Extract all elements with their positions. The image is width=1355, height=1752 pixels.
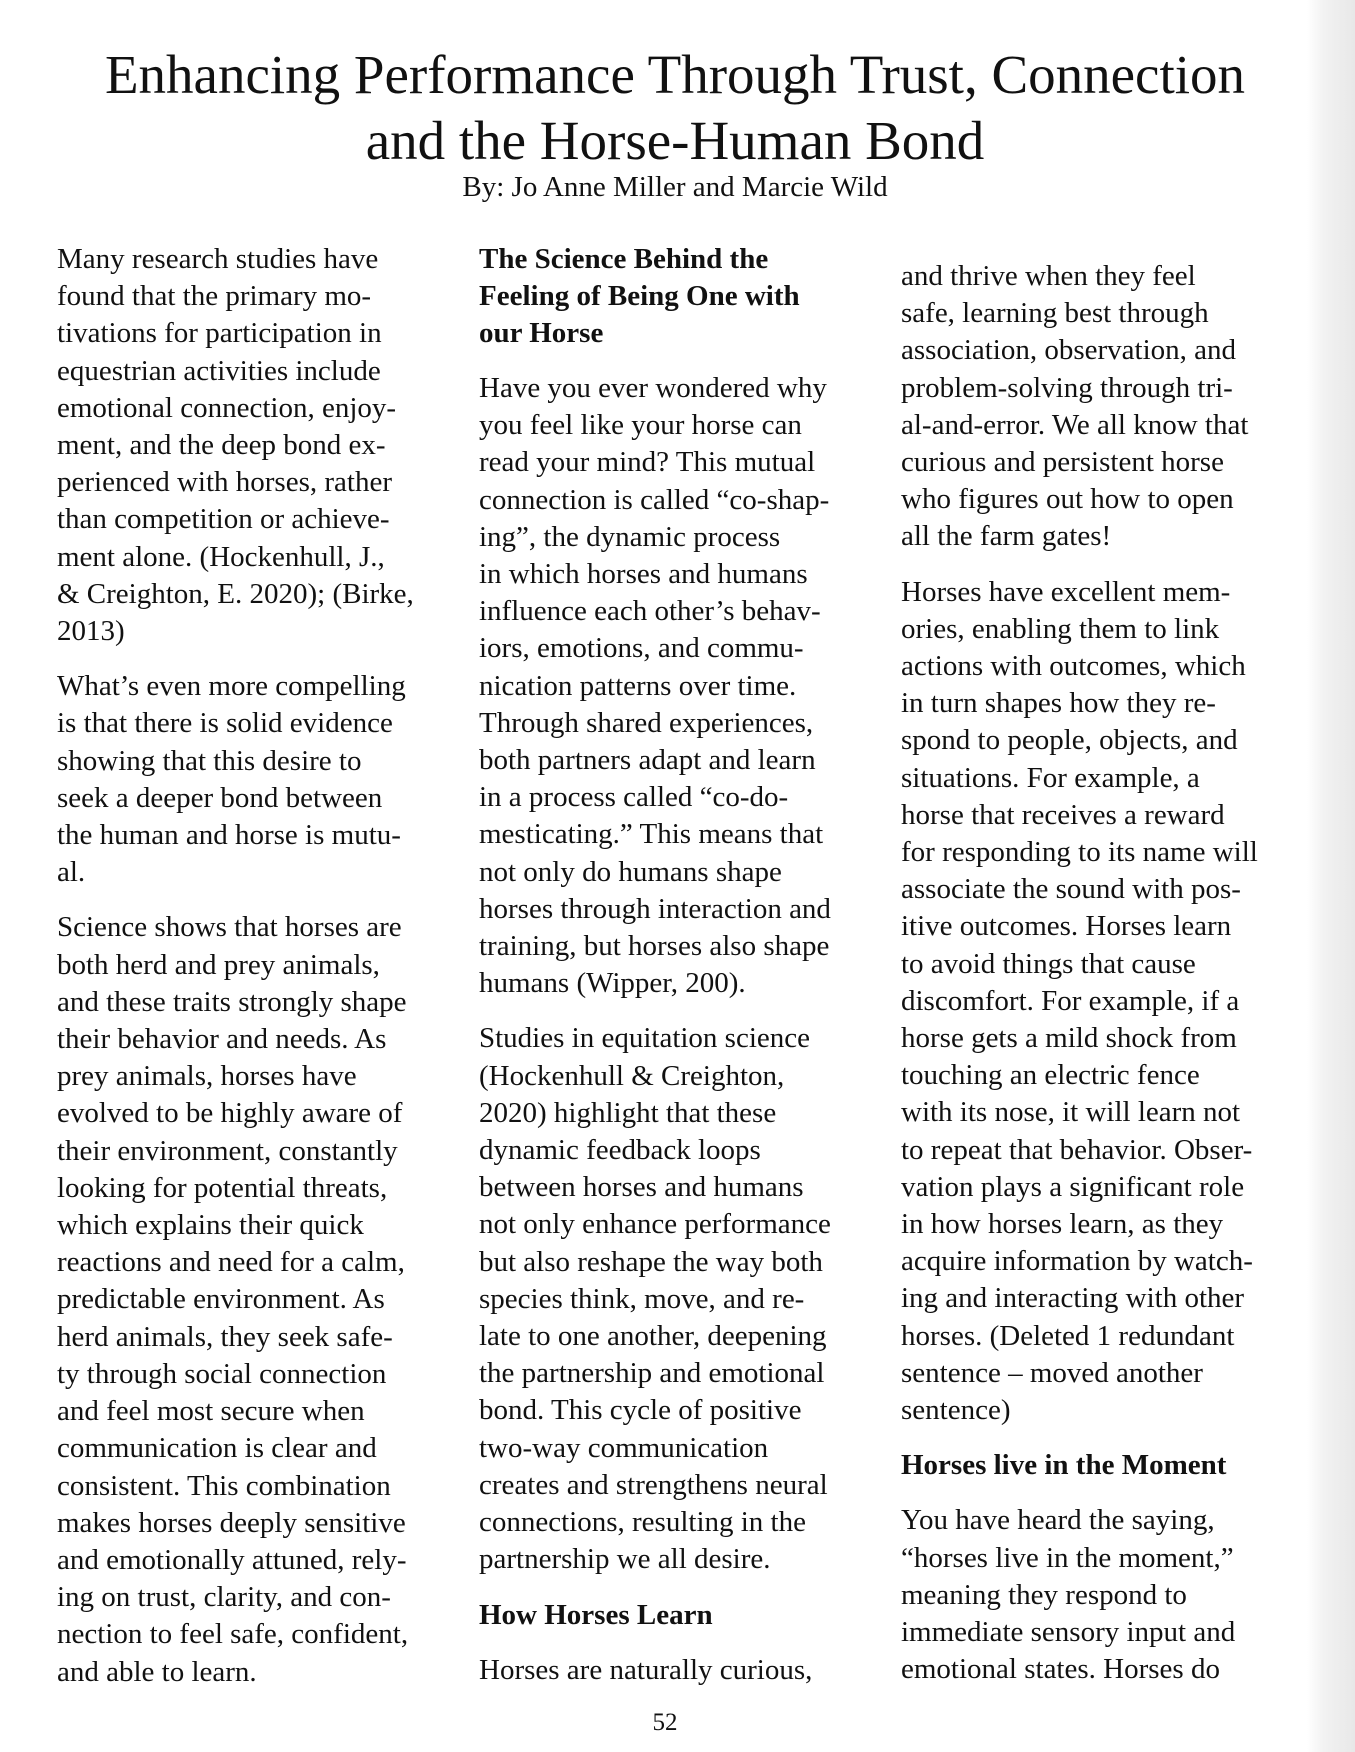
text-line: and thrive when they feel (901, 260, 1196, 292)
column-1 (57, 241, 462, 1709)
text-line: found that the primary mo- (57, 280, 372, 313)
text-line: safe, learning best through (901, 297, 1209, 330)
text-line: with its nose, it will learn not (901, 1096, 1241, 1129)
text-line: perienced with horses, rather (57, 466, 392, 499)
text-line: horses. (Deleted 1 redundant (901, 1319, 1235, 1352)
text-line: 2013) (57, 615, 125, 648)
text-line: acquire information by watch- (901, 1245, 1253, 1278)
text-line: What’s even more compelling (57, 670, 406, 703)
text-line: ment, and the deep bond ex- (57, 429, 386, 462)
text-line: Feeling of Being One with (479, 280, 800, 312)
text-line: and feel most secure when (57, 1395, 365, 1428)
text-line: ing”, the dynamic process (479, 520, 781, 553)
text-line: iors, emotions, and commu- (479, 632, 804, 665)
text-line: makes horses deeply sensitive (57, 1506, 406, 1539)
text-line: tivations for participation in (57, 317, 382, 350)
text-line: ty through social connection (57, 1357, 387, 1390)
text-line: nection to feel safe, confident, (57, 1618, 409, 1651)
text-line: and able to learn. (57, 1655, 257, 1688)
text-line: and these traits strongly shape (57, 985, 407, 1018)
paragraph (57, 668, 462, 891)
text-line: showing that this desire to (57, 744, 362, 777)
text-line: evolved to be highly aware of (57, 1097, 403, 1130)
text-line: connections, resulting in the (479, 1506, 806, 1539)
text-line: but also reshape the way both (479, 1245, 823, 1278)
text-line: looking for potential threats, (57, 1171, 388, 1204)
text-line: humans (Wipper, 200). (479, 967, 746, 1000)
text-line: in which horses and humans (479, 558, 808, 591)
text-line: horses through interaction and (479, 892, 831, 925)
text-line: emotional states. Horses do (901, 1653, 1220, 1686)
text-line: is that there is solid evidence (57, 707, 393, 740)
text-line: al. (57, 856, 86, 889)
text-line: ing on trust, clarity, and con- (57, 1581, 391, 1614)
text-line: 2020) highlight that these (479, 1096, 777, 1129)
text-line: association, observation, and (901, 334, 1237, 367)
text-line: associate the sound with pos- (901, 873, 1241, 906)
text-line: Through shared experiences, (479, 706, 814, 739)
text-line: dynamic feedback loops (479, 1134, 761, 1167)
text-line: to avoid things that cause (901, 947, 1196, 980)
title-line: and the Horse-Human Bond (365, 110, 985, 171)
text-line: Many research studies have (57, 243, 379, 275)
text-line: both partners adapt and learn (479, 744, 816, 777)
text-line: species think, move, and re- (479, 1282, 805, 1315)
page-number: 52 (652, 1709, 678, 1736)
text-line: between horses and humans (479, 1171, 804, 1204)
text-line: read your mind? This mutual (479, 446, 816, 479)
text-line: not only do humans shape (479, 855, 782, 888)
text-line: ing and interacting with other (901, 1282, 1245, 1315)
paragraph (57, 909, 462, 1690)
text-line: to repeat that behavior. Obser- (901, 1133, 1253, 1166)
text-line: spond to people, objects, and (901, 724, 1238, 757)
text-line: vation plays a significant role (901, 1170, 1245, 1203)
text-line: than competition or achieve- (57, 503, 390, 536)
text-line: meaning they respond to (901, 1578, 1187, 1611)
text-line: seek a deeper bond between (57, 781, 383, 814)
text-line: creates and strengthens neural (479, 1468, 828, 1501)
text-line: You have heard the saying, (901, 1504, 1215, 1537)
text-line: their behavior and needs. As (57, 1023, 387, 1056)
text-line: training, but horses also shape (479, 930, 830, 963)
text-line: (Hockenhull & Creighton, (479, 1059, 785, 1092)
section-heading: How Horses Learn (479, 1598, 713, 1631)
text-line: actions with outcomes, which (901, 650, 1246, 683)
text-line: not only enhance performance (479, 1208, 831, 1241)
text-line: immediate sensory input and (901, 1615, 1236, 1648)
text-line: their environment, constantly (57, 1134, 398, 1167)
page-edge-shadow (1307, 0, 1355, 1752)
text-line: ories, enabling them to link (901, 612, 1220, 645)
text-line: for responding to its name will (901, 836, 1258, 869)
text-line: situations. For example, a (901, 761, 1200, 794)
text-line: prey animals, horses have (57, 1060, 357, 1093)
text-line: influence each other’s behav- (479, 595, 821, 628)
text-line: partnership we all desire. (479, 1543, 771, 1576)
article-title (60, 42, 1290, 174)
text-line: Horses are naturally curious, (479, 1653, 813, 1686)
text-line: the partnership and emotional (479, 1357, 825, 1390)
text-line: The Science Behind the (479, 243, 769, 275)
text-line: Have you ever wondered why (479, 372, 827, 404)
text-line: sentence) (901, 1394, 1011, 1427)
section-heading: Horses live in the Moment (901, 1449, 1227, 1482)
text-line: “horses live in the moment,” (901, 1541, 1234, 1574)
byline: By: Jo Anne Miller and Marcie Wild (462, 171, 888, 203)
text-line: all the farm gates! (901, 520, 1112, 553)
paragraph (57, 241, 462, 650)
text-line: problem-solving through tri- (901, 371, 1233, 404)
text-line: sentence – moved another (901, 1356, 1203, 1389)
text-line: ment alone. (Hockenhull, J., (57, 540, 385, 573)
text-line: the human and horse is mutu- (57, 819, 401, 852)
title-line: Enhancing Performance Through Trust, Connection (104, 44, 1246, 105)
text-line: al-and-error. We all know that (901, 408, 1249, 441)
paragraph (479, 1020, 879, 1578)
text-line: itive outcomes. Horses learn (901, 910, 1232, 943)
text-line: discomfort. For example, if a (901, 984, 1240, 1017)
text-line: horse gets a mild shock from (901, 1022, 1237, 1055)
paragraph (479, 370, 879, 1002)
text-line: emotional connection, enjoy- (57, 391, 397, 424)
column-3 (901, 258, 1306, 1706)
text-line: Studies in equitation science (479, 1022, 811, 1055)
text-line: mesticating.” This means that (479, 818, 824, 851)
paragraph (901, 1502, 1306, 1688)
text-line: late to one another, deepening (479, 1320, 827, 1353)
text-line: connection is called “co-shap- (479, 483, 830, 516)
paragraph (479, 1652, 879, 1689)
text-line: who figures out how to open (901, 483, 1234, 516)
text-line: herd animals, they seek safe- (57, 1320, 393, 1353)
text-line: Science shows that horses are (57, 911, 402, 944)
text-line: which explains their quick (57, 1209, 364, 1242)
text-line: communication is clear and (57, 1432, 377, 1465)
column-2 (479, 241, 879, 1707)
text-line: in turn shapes how they re- (901, 687, 1216, 720)
text-line: horse that receives a reward (901, 798, 1225, 831)
text-line: consistent. This combination (57, 1469, 391, 1502)
text-line: & Creighton, E. 2020); (Birke, (57, 577, 414, 610)
text-line: touching an electric fence (901, 1059, 1200, 1092)
text-line: in how horses learn, as they (901, 1208, 1224, 1241)
text-line: Horses have excellent mem- (901, 575, 1231, 608)
paragraph (901, 258, 1306, 556)
text-line: our Horse (479, 317, 604, 349)
text-line: reactions and need for a calm, (57, 1246, 405, 1279)
text-line: in a process called “co-do- (479, 781, 789, 814)
text-line: and emotionally attuned, rely- (57, 1543, 407, 1576)
text-line: nication patterns over time. (479, 669, 797, 702)
paragraph (901, 574, 1306, 1430)
text-line: predictable environment. As (57, 1283, 385, 1316)
section-heading (479, 241, 879, 352)
text-line: you feel like your horse can (479, 409, 802, 442)
text-line: two-way communication (479, 1431, 769, 1464)
text-line: equestrian activities include (57, 354, 381, 387)
text-line: bond. This cycle of positive (479, 1394, 802, 1427)
text-line: both herd and prey animals, (57, 948, 380, 981)
text-line: curious and persistent horse (901, 446, 1224, 479)
